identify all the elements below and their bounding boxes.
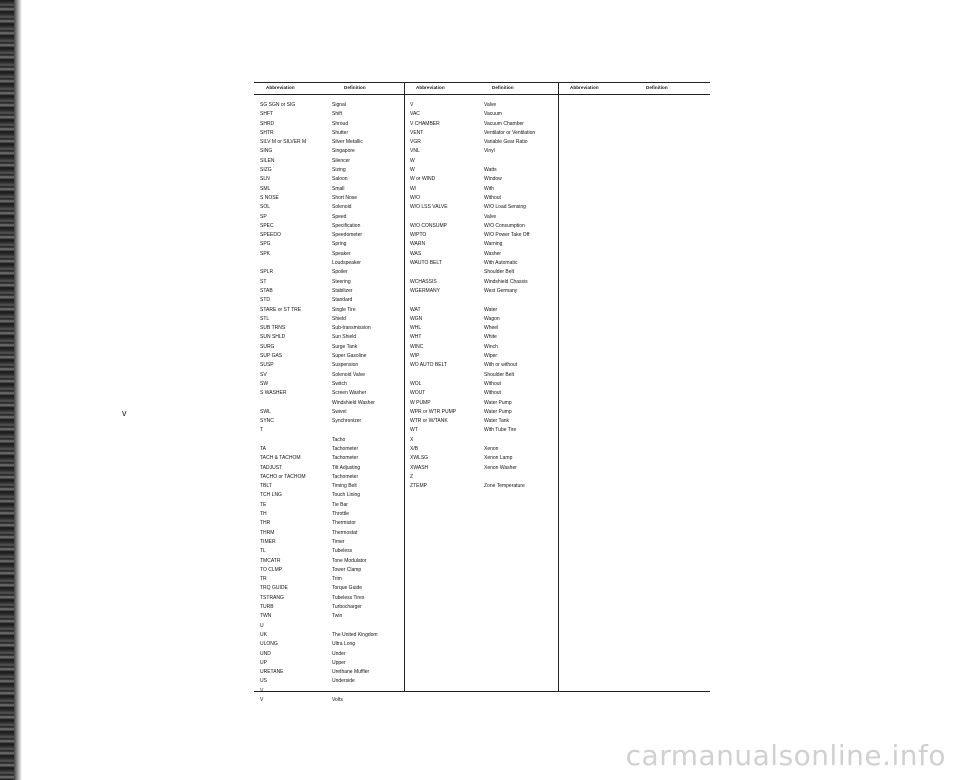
definition-cell: Spoiler <box>332 269 348 276</box>
col2-definition-header: Definition <box>492 85 514 90</box>
definition-cell: Signal <box>332 102 346 108</box>
definition-cell: Tubeless <box>332 548 353 555</box>
abbreviation-cell: SW <box>260 380 269 387</box>
abbreviation-cell: ZTEMP <box>410 483 427 490</box>
abbreviation-cell: WOL <box>410 380 422 387</box>
abbreviation-cell: WOUT <box>410 390 426 397</box>
definition-cell: Swivel <box>332 408 347 415</box>
abbreviation-cell: TMCATR <box>260 557 281 564</box>
definition-cell: Torque Guide <box>332 585 363 592</box>
abbreviation-cell: STAB <box>260 287 273 294</box>
definition-cell: Speedometer <box>332 232 363 239</box>
definition-cell: Watts <box>484 167 497 174</box>
definition-cell: Wheel <box>484 325 499 332</box>
definition-cell: Shutter <box>332 129 349 136</box>
definition-cell: Tachometer <box>332 445 359 452</box>
definition-cell: Without <box>484 390 501 397</box>
definition-cell: Thermostat <box>332 529 358 536</box>
definition-cell: Loudspeaker <box>332 260 361 267</box>
abbreviation-cell: U <box>260 622 264 629</box>
abbreviation-cell: UND <box>260 650 271 657</box>
definition-cell: Synchronizer <box>332 418 362 425</box>
definition-cell: Urethane Muffler <box>332 669 370 676</box>
definition-cell: Xenon Lamp <box>484 455 513 462</box>
col2-abbreviation-header: Abbreviation <box>416 85 445 90</box>
abbreviation-cell: SG SGN or SIG <box>260 102 296 108</box>
abbreviation-cell: W/O CONSUMP <box>410 222 447 229</box>
col3-abbreviation-header: Abbreviation <box>570 85 599 90</box>
definition-cell: Stabilizer <box>332 287 353 294</box>
abbreviation-cell: WIP <box>410 353 420 360</box>
definition-cell: Under <box>332 650 346 657</box>
definition-cell: Shoulder Belt <box>484 371 515 378</box>
watermark-text: carmanualsonline.info <box>625 739 946 772</box>
definition-cell: Warning <box>484 241 503 248</box>
abbreviation-cell: STARE or ST TRE <box>260 306 302 313</box>
abbreviation-cell: WINC <box>410 343 424 350</box>
abbreviation-cell: SPK <box>260 250 271 257</box>
definition-cell: Xenon <box>484 445 499 452</box>
definition-cell: W/O Consumption <box>484 222 525 229</box>
abbreviation-cell: THRM <box>260 529 275 536</box>
definition-cell: Without <box>484 380 501 387</box>
abbreviation-cell: TR <box>260 576 267 583</box>
abbreviation-cell: XWASH <box>410 464 429 471</box>
abbreviation-cell: Z <box>410 473 414 480</box>
abbreviation-cell: SHFT <box>260 111 274 118</box>
abbreviation-cell: W <box>410 167 415 174</box>
abbreviation-cell: TA <box>260 445 267 452</box>
definition-cell: Spring <box>332 241 347 248</box>
abbreviation-cell: SUSP <box>260 362 274 369</box>
column-divider-1 <box>404 83 405 691</box>
definition-cell: Windshield Washer <box>332 399 375 406</box>
definition-cell: Short Nose <box>332 194 358 201</box>
abbreviation-cell: V CHAMBER <box>410 120 440 127</box>
abbreviation-cell: W <box>410 157 415 164</box>
definition-cell: Speed <box>332 213 347 220</box>
abbreviation-cell: T <box>260 427 264 434</box>
abbreviation-table <box>254 82 710 703</box>
abbreviation-cell: SPLR <box>260 269 274 276</box>
definition-cell: The United Kingdom <box>332 631 378 638</box>
definition-cell: Shield <box>332 315 346 322</box>
abbreviation-cell: SPG <box>260 241 271 248</box>
abbreviation-cell: V <box>410 102 414 108</box>
abbreviation-cell: WHL <box>410 325 422 332</box>
col3-definition-header: Definition <box>646 85 668 90</box>
definition-cell: White <box>484 334 497 341</box>
abbreviation-cell: ULONG <box>260 641 278 648</box>
abbreviation-cell: WAUTO BELT <box>410 260 442 267</box>
stray-mark: v <box>122 408 127 418</box>
definition-cell: Sun Shield <box>332 334 357 341</box>
abbreviation-cell: TACHO or TACHOM <box>260 473 306 480</box>
definition-cell: W/O Power Take Off <box>484 232 530 239</box>
definition-cell: Xenon Washer <box>484 464 517 471</box>
abbreviation-cell: WAT <box>410 306 421 313</box>
abbreviation-cell: W/O LSS VALVE <box>410 204 448 211</box>
abbreviation-cell: SV <box>260 371 267 378</box>
abbreviation-cell: SP <box>260 213 267 220</box>
definition-cell: Throttle <box>332 511 349 518</box>
definition-cell: Specification <box>332 222 361 229</box>
definition-cell: Single Tire <box>332 306 356 313</box>
abbreviation-cell: SHTR <box>260 129 274 136</box>
abbreviation-cell: W/O <box>410 194 420 201</box>
abbreviation-cell: UP <box>260 659 267 666</box>
definition-cell: Tachometer <box>332 473 359 480</box>
definition-cell: Timing Belt <box>332 483 357 490</box>
abbreviation-cell: SILEN <box>260 157 275 164</box>
abbreviation-cell: W/PTO <box>410 232 427 239</box>
abbreviation-cell: SILV M or SILVER M <box>260 139 307 146</box>
definition-cell: Turbocharger <box>332 604 362 611</box>
definition-cell: Tilt Adjusting <box>332 464 361 471</box>
definition-cell: Vacuum Chamber <box>484 120 524 127</box>
abbreviation-cell: TIMER <box>260 538 276 545</box>
abbreviation-cell: TO CLMP <box>260 566 283 573</box>
abbreviation-cell: SING <box>260 148 273 155</box>
definition-cell: Windshield Chassis <box>484 278 528 285</box>
column-divider-2 <box>558 83 559 691</box>
col1-abbreviation-header: Abbreviation <box>266 85 295 90</box>
definition-cell: Window <box>484 176 502 183</box>
abbreviation-cell: WAS <box>410 250 422 257</box>
abbreviation-cell: TACH & TACHOM <box>260 455 301 462</box>
abbreviation-cell: SYNC <box>260 418 274 425</box>
abbreviation-cell: V <box>260 697 264 703</box>
definition-cell: W/O Load Sensing <box>484 204 526 211</box>
definition-cell: Shroud <box>332 120 349 127</box>
definition-cell: Solenoid Valve <box>332 371 365 378</box>
abbreviation-cell: VENT <box>410 129 424 136</box>
definition-cell: Singapore <box>332 148 355 155</box>
definition-cell: Water Tank <box>484 418 510 425</box>
definition-cell: Volts <box>332 697 343 703</box>
definition-cell: Shoulder Belt <box>484 269 515 276</box>
definition-cell: Thermistor <box>332 520 356 527</box>
abbreviation-cell: WTR or W/TANK <box>410 418 448 425</box>
abbreviation-cell: SUB TRNS <box>260 325 286 332</box>
abbreviation-cell: SPEC <box>260 222 274 229</box>
definition-cell: Ventilator or Ventilation <box>484 129 536 136</box>
definition-cell: Steering <box>332 278 351 285</box>
abbreviation-cell: SUP GAS <box>260 353 283 360</box>
header-divider <box>254 94 710 95</box>
abbreviation-cell: TE <box>260 501 267 508</box>
definition-cell: West Germany <box>484 287 518 294</box>
definition-cell: With <box>484 185 494 192</box>
definition-cell: Super Gasoline <box>332 353 367 360</box>
abbreviation-cell: VAC <box>410 111 420 118</box>
definition-cell: Tachometer <box>332 455 359 462</box>
abbreviation-cell: WT <box>410 427 418 434</box>
definition-cell: Small <box>332 185 345 192</box>
abbreviation-cell: WCHASSIS <box>410 278 437 285</box>
definition-cell: Tie Bar <box>332 501 348 508</box>
abbreviation-cell: WO AUTO BELT <box>410 362 448 369</box>
scan-binding-edge <box>0 0 22 780</box>
abbreviation-cell: SURG <box>260 343 275 350</box>
abbreviation-cell: WGN <box>410 315 423 322</box>
definition-cell: With Tube Tire <box>484 427 517 434</box>
definition-cell: Tacho <box>332 436 346 443</box>
abbreviation-cell: SLN <box>260 176 270 183</box>
abbreviation-cell: SUN SHLD <box>260 334 286 341</box>
definition-cell: Tower Clamp <box>332 566 362 573</box>
abbreviation-cell: W or WIND <box>410 176 436 183</box>
definition-cell: Sub-transmission <box>332 325 371 332</box>
col1-definition-header: Definition <box>344 85 366 90</box>
abbreviation-cell: TBLT <box>260 483 272 490</box>
definition-cell: Valve <box>484 213 497 220</box>
definition-cell: Valve <box>484 102 497 108</box>
abbreviation-cell: S NOSE <box>260 194 279 201</box>
abbreviation-cell: TURB <box>260 604 274 611</box>
definition-cell: Vinyl <box>484 148 495 155</box>
abbreviation-cell: WHT <box>410 334 422 341</box>
definition-cell: Switch <box>332 380 347 387</box>
abbreviation-cell: TH <box>260 511 267 518</box>
abbreviation-cell: SIZG <box>260 167 272 174</box>
definition-cell: Without <box>484 194 501 201</box>
abbreviation-cell: W/ <box>410 185 417 192</box>
abbreviation-cell: TRQ GUIDE <box>260 585 288 592</box>
definition-cell: Vacuum <box>484 111 502 118</box>
definition-cell: Trim <box>332 576 342 583</box>
abbreviation-cell: SWL <box>260 408 271 415</box>
definition-cell: Wagon <box>484 315 500 322</box>
abbreviation-cell: SHRD <box>260 120 275 127</box>
definition-cell: Silver Metallic <box>332 139 363 146</box>
abbreviation-cell: TSTRANG <box>260 594 284 601</box>
abbreviation-cell: TL <box>260 548 266 555</box>
abbreviation-cell: WGERMANY <box>410 287 440 294</box>
abbreviation-cell: VGR <box>410 139 421 146</box>
definition-cell: Ultra Long <box>332 641 356 648</box>
abbreviation-cell: X <box>410 436 414 443</box>
abbreviation-cell: S WASHER <box>260 390 287 397</box>
definition-cell: Underside <box>332 678 355 685</box>
definition-cell: Water <box>484 306 498 313</box>
definition-cell: Winch <box>484 343 498 350</box>
definition-cell: Surge Tank <box>332 343 358 350</box>
definition-cell: With or without <box>484 362 518 369</box>
definition-cell: Upper <box>332 659 346 666</box>
definition-cell: Timer <box>332 538 345 545</box>
definition-cell: Speaker <box>332 250 351 257</box>
abbreviation-cell: WPR or WTR PUMP <box>410 408 457 415</box>
definition-cell: Sizing <box>332 167 346 174</box>
definition-cell: Wiper <box>484 353 498 360</box>
definition-cell: Washer <box>484 250 502 257</box>
definition-cell: Water Pump <box>484 408 512 415</box>
abbreviation-cell: SML <box>260 185 271 192</box>
abbreviation-cell: VNL <box>410 148 420 155</box>
abbreviation-cell: V <box>260 687 264 694</box>
abbreviation-cell: US <box>260 678 267 685</box>
abbreviation-cell: WARN <box>410 241 426 248</box>
abbreviation-cell: TADJUST <box>260 464 283 471</box>
abbreviation-cell: SPEEDO <box>260 232 281 239</box>
definition-cell: Water Pump <box>484 399 512 406</box>
definition-cell: Saloon <box>332 176 348 183</box>
abbreviation-cell: TWN <box>260 613 272 620</box>
definition-cell: Screen Washer <box>332 390 367 397</box>
definition-cell: Variable Gear Ratio <box>484 139 528 146</box>
definition-cell: Silencer <box>332 157 351 164</box>
definition-cell: Solenoid <box>332 204 352 211</box>
abbreviation-cell: URETANE <box>260 669 284 676</box>
abbreviation-cell: XWLSG <box>410 455 429 462</box>
definition-cell: Twin <box>332 613 343 620</box>
definition-cell: Suspension <box>332 362 359 369</box>
definition-cell: Touch Lining <box>332 492 361 499</box>
definition-cell: Shift <box>332 111 343 118</box>
definition-cell: With Automatic <box>484 260 518 267</box>
definition-cell: Tone Modulator <box>332 557 367 564</box>
abbreviation-cell: W PUMP <box>410 399 431 406</box>
definition-cell: Tubeless Tires <box>332 594 365 601</box>
definition-cell: Zone Temperature <box>484 483 525 490</box>
abbreviation-cell: STL <box>260 315 270 322</box>
abbreviation-cell: X/B <box>410 445 419 452</box>
abbreviation-cell: SOL <box>260 204 271 211</box>
abbreviation-cell: STD <box>260 297 270 304</box>
abbreviation-cell: UK <box>260 631 267 638</box>
abbreviation-cell: ST <box>260 278 267 285</box>
abbreviation-cell: TCH LNG <box>260 492 282 499</box>
definition-cell: Standard <box>332 297 353 304</box>
abbreviation-cell: THR <box>260 520 271 527</box>
